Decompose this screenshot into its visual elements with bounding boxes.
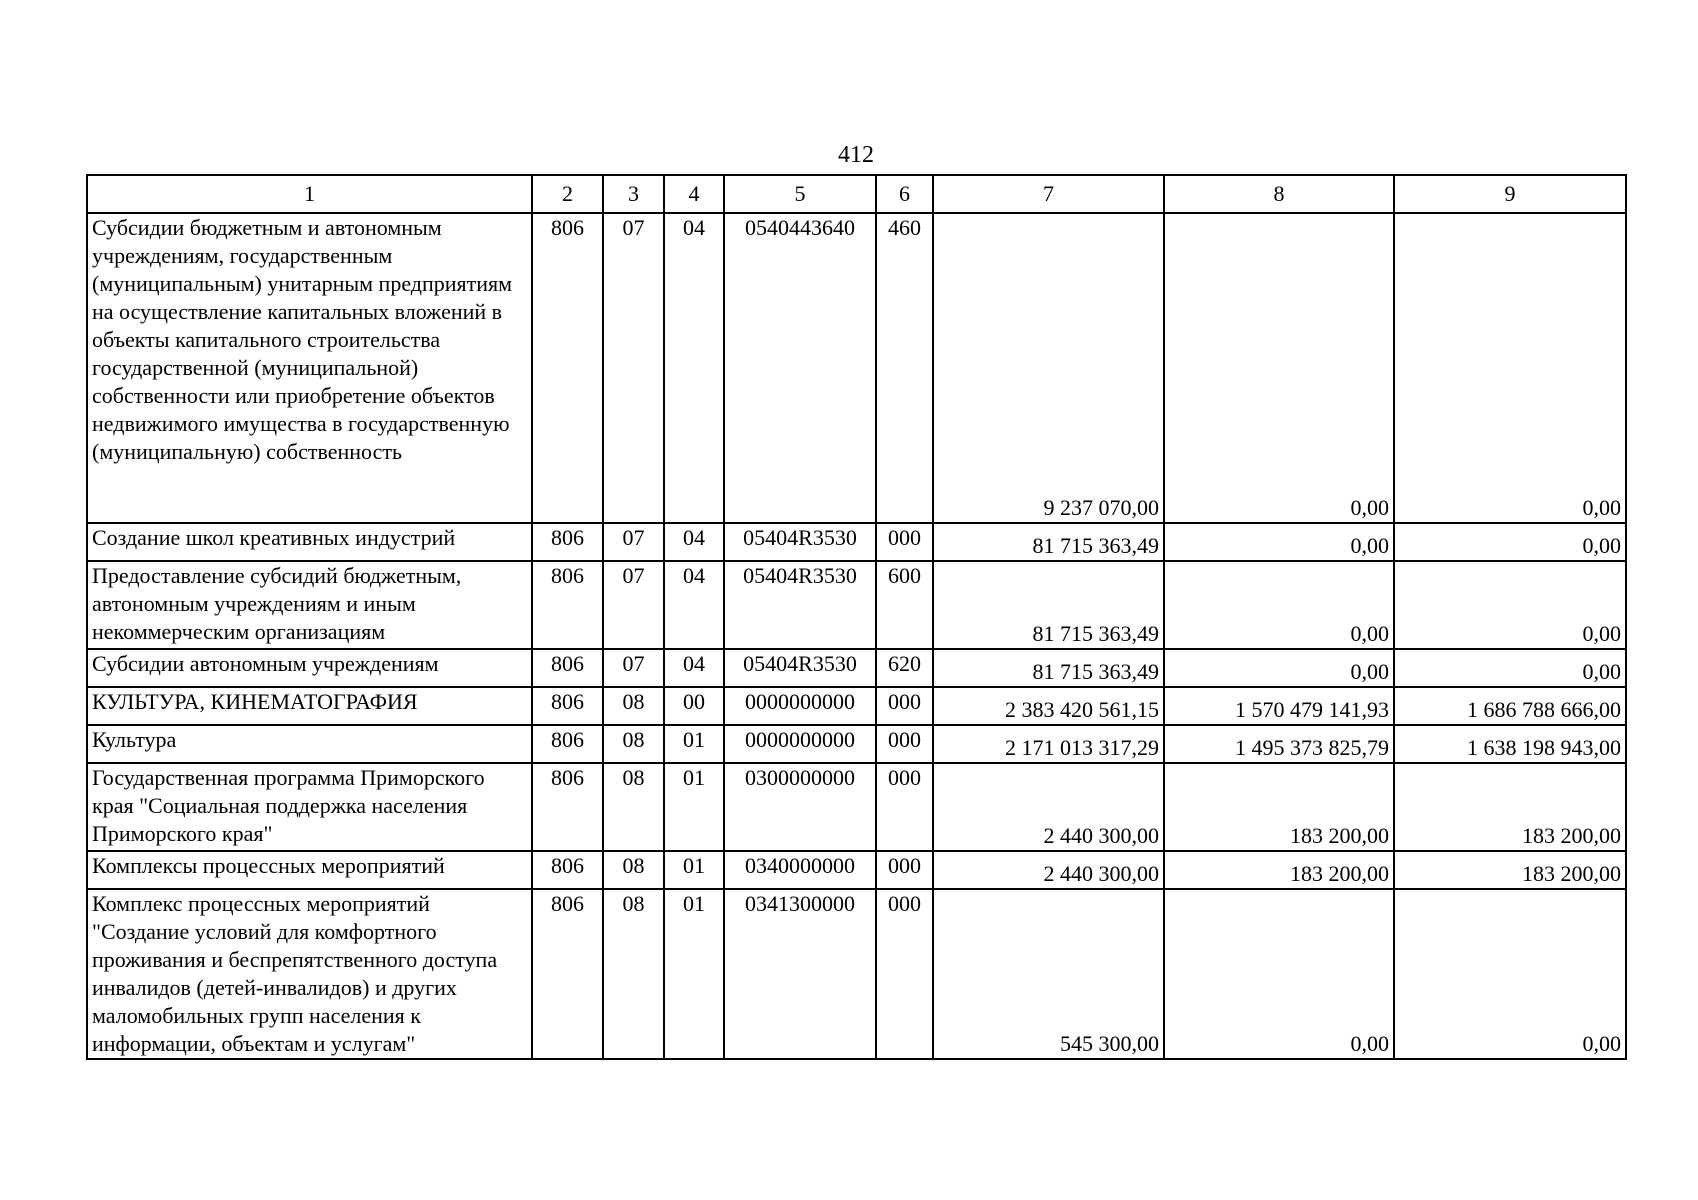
row-name: Комплекс процессных мероприятий "Создание условий для комфортного проживания и беспрепятственного доступа инвалидов (детей-инвалидов) и других маломобильных групп населения к информации, объектам и услугам" [87,889,532,1059]
cell-section: 08 [603,725,664,763]
column-header: 8 [1164,175,1394,213]
row-name: Создание школ креативных индустрий [87,523,532,561]
cell-amount-7: 2 383 420 561,15 [933,687,1164,725]
cell-amount-9: 0,00 [1394,561,1626,649]
table-row [87,523,1626,561]
table-row [87,649,1626,687]
cell-target-article: 0341300000 [724,889,876,1059]
cell-amount-8: 1 495 373 825,79 [1164,725,1394,763]
cell-target-article: 0000000000 [724,687,876,725]
row-name: КУЛЬТУРА, КИНЕМАТОГРАФИЯ [87,687,532,725]
cell-code: 806 [532,561,603,649]
cell-amount-7: 2 440 300,00 [933,851,1164,889]
cell-amount-8: 1 570 479 141,93 [1164,687,1394,725]
row-name: Субсидии бюджетным и автономным учреждениям, государственным (муниципальным) унитарным предприятиям на осуществление капитальных вложений в объекты капитального строительства государственной (муниципальной) собственности или приобретение объектов недвижимого имущества в государственную (муниципальную) собственность [87,213,532,523]
cell-code: 806 [532,687,603,725]
row-name: Государственная программа Приморского края "Социальная поддержка населения Приморского края" [87,763,532,851]
column-header: 1 [87,175,532,213]
cell-expense-type: 000 [876,687,933,725]
cell-amount-8: 0,00 [1164,561,1394,649]
cell-code: 806 [532,889,603,1059]
cell-amount-7: 81 715 363,49 [933,561,1164,649]
cell-expense-type: 000 [876,763,933,851]
cell-target-article: 05404R3530 [724,561,876,649]
cell-subsection: 01 [664,889,724,1059]
cell-code: 806 [532,523,603,561]
cell-amount-7: 2 440 300,00 [933,763,1164,851]
column-header: 7 [933,175,1164,213]
cell-amount-8: 0,00 [1164,523,1394,561]
cell-amount-7: 81 715 363,49 [933,523,1164,561]
column-header: 6 [876,175,933,213]
cell-section: 07 [603,649,664,687]
cell-amount-8: 183 200,00 [1164,851,1394,889]
cell-amount-9: 183 200,00 [1394,763,1626,851]
table-row [87,213,1626,523]
table-row [87,889,1626,1059]
cell-expense-type: 000 [876,523,933,561]
cell-amount-9: 0,00 [1394,523,1626,561]
cell-amount-7: 545 300,00 [933,889,1164,1059]
cell-target-article: 0000000000 [724,725,876,763]
column-header: 9 [1394,175,1626,213]
table-row [87,725,1626,763]
cell-amount-9: 0,00 [1394,649,1626,687]
cell-amount-8: 0,00 [1164,649,1394,687]
cell-subsection: 01 [664,763,724,851]
cell-target-article: 0340000000 [724,851,876,889]
cell-expense-type: 600 [876,561,933,649]
cell-expense-type: 000 [876,725,933,763]
budget-table [86,174,1627,1060]
cell-subsection: 04 [664,523,724,561]
cell-amount-8: 0,00 [1164,889,1394,1059]
cell-expense-type: 000 [876,889,933,1059]
page-number: 412 [838,142,874,168]
table-row [87,561,1626,649]
cell-amount-9: 183 200,00 [1394,851,1626,889]
cell-amount-8: 0,00 [1164,213,1394,523]
cell-subsection: 04 [664,213,724,523]
cell-subsection: 04 [664,649,724,687]
cell-subsection: 00 [664,687,724,725]
column-header: 5 [724,175,876,213]
cell-amount-7: 9 237 070,00 [933,213,1164,523]
cell-section: 08 [603,889,664,1059]
cell-expense-type: 620 [876,649,933,687]
cell-section: 08 [603,851,664,889]
row-name: Субсидии автономным учреждениям [87,649,532,687]
cell-section: 07 [603,213,664,523]
cell-expense-type: 460 [876,213,933,523]
cell-section: 07 [603,561,664,649]
cell-section: 07 [603,523,664,561]
row-name: Комплексы процессных мероприятий [87,851,532,889]
cell-target-article: 05404R3530 [724,523,876,561]
cell-subsection: 01 [664,851,724,889]
cell-expense-type: 000 [876,851,933,889]
cell-section: 08 [603,687,664,725]
cell-amount-7: 81 715 363,49 [933,649,1164,687]
table-row [87,851,1626,889]
cell-subsection: 04 [664,561,724,649]
cell-code: 806 [532,851,603,889]
cell-amount-9: 0,00 [1394,889,1626,1059]
table-row [87,763,1626,851]
cell-target-article: 05404R3530 [724,649,876,687]
cell-amount-9: 0,00 [1394,213,1626,523]
column-header: 4 [664,175,724,213]
cell-target-article: 0540443640 [724,213,876,523]
row-name: Культура [87,725,532,763]
column-header: 3 [603,175,664,213]
cell-code: 806 [532,725,603,763]
column-number-row [87,175,1626,213]
cell-code: 806 [532,763,603,851]
cell-amount-7: 2 171 013 317,29 [933,725,1164,763]
cell-section: 08 [603,763,664,851]
cell-amount-9: 1 686 788 666,00 [1394,687,1626,725]
column-header: 2 [532,175,603,213]
cell-subsection: 01 [664,725,724,763]
cell-amount-9: 1 638 198 943,00 [1394,725,1626,763]
row-name: Предоставление субсидий бюджетным, автономным учреждениям и иным некоммерческим организациям [87,561,532,649]
cell-code: 806 [532,213,603,523]
cell-code: 806 [532,649,603,687]
table-row [87,687,1626,725]
cell-amount-8: 183 200,00 [1164,763,1394,851]
cell-target-article: 0300000000 [724,763,876,851]
